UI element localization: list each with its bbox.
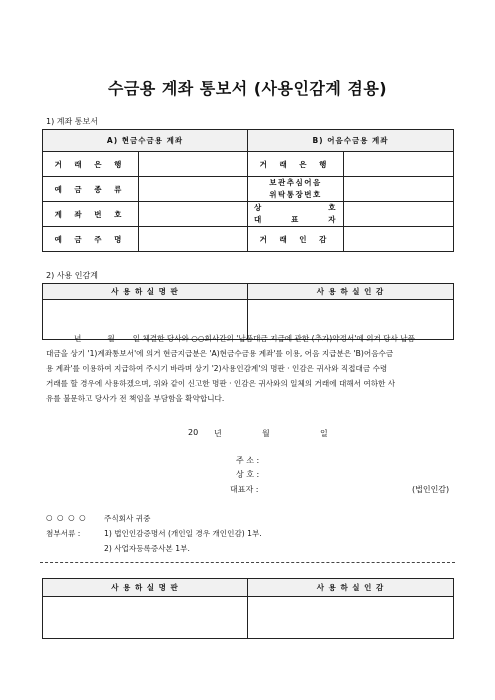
bill-company-rep-value[interactable] (344, 202, 454, 227)
rep-char-1: 대 (254, 215, 263, 224)
date-month: 월 (262, 429, 270, 438)
bill-bank-label: 거 래 은 행 (248, 152, 344, 177)
para-month: 월 (107, 334, 115, 343)
attachment-item-1: 1) 법인인감증명서 (개인일 경우 개인인감) 1부. (104, 529, 262, 538)
cash-bank-value[interactable] (139, 152, 248, 177)
date-year: 년 (214, 429, 222, 438)
representative-label: 대표자 : (230, 485, 259, 494)
attachment-item-2: 2) 사업자등록증사본 1부. (104, 544, 190, 553)
cut-line (40, 562, 455, 563)
company-char-1: 상 (254, 203, 263, 212)
declaration-paragraph (46, 331, 454, 406)
para-line4: 거래를 할 경우에 사용하겠으며, 위와 같이 신고한 명판 · 인감은 귀사와의 일체의 거래에 대해서 여하한 사 (46, 379, 396, 388)
attachments-label: 첨부서류 : (46, 529, 81, 538)
bottom-nameplate-box[interactable] (43, 597, 248, 639)
recipient-marks: ○ ○ ○ ○ (46, 513, 87, 522)
bill-bank-value[interactable] (344, 152, 454, 177)
cash-holder-value[interactable] (139, 227, 248, 252)
cash-account-header: A) 현금수금용 계좌 (43, 130, 248, 152)
para-year: 년 (74, 334, 82, 343)
corporate-seal-note: (법인인감) (412, 485, 450, 494)
cash-deposit-type-label: 예 금 종 류 (43, 177, 139, 202)
page-title: 수금용 계좌 통보서 (사용인감계 겸용) (107, 79, 388, 98)
para-line2: 대금을 상기 '1)계좌통보서'에 의거 현금지급분은 'A)현금수금용 계좌'를 이용, 어음 지급분은 'B)어음수금 (46, 349, 394, 358)
seal-header: 사 용 하 실 인 감 (248, 284, 454, 300)
bill-custody-label (248, 177, 344, 202)
bill-account-header: B) 어음수금용 계좌 (248, 130, 454, 152)
cash-account-number-label: 계 좌 번 호 (43, 202, 139, 227)
bottom-seal-table (42, 578, 454, 639)
nameplate-header: 사 용 하 실 명 판 (43, 284, 248, 300)
date-year-prefix: 20 (188, 428, 199, 437)
account-table (42, 129, 454, 252)
bill-company-rep-label (248, 202, 344, 227)
section2-label: 2) 사용 인감계 (46, 271, 98, 280)
cash-bank-label: 거 래 은 행 (43, 152, 139, 177)
section1-label: 1) 계좌 통보서 (46, 117, 98, 126)
bottom-nameplate-header: 사 용 하 실 명 판 (43, 579, 248, 597)
rep-char-2: 표 (291, 215, 300, 224)
company-char-2: 호 (328, 203, 338, 212)
address-label: 주 소 : (236, 456, 260, 465)
para-line1: 일 체결한 당사와 ○○회사간의 '납품대금 지급에 관한 (추가)약정서'에 의거 당사 납품 (132, 334, 415, 343)
rep-char-3: 자 (328, 215, 338, 224)
cash-holder-label: 예 금 주 명 (43, 227, 139, 252)
cash-account-number-value[interactable] (139, 202, 248, 227)
bill-custody-line1: 보관추심어음 (269, 178, 322, 187)
bill-custody-line2: 위탁통장번호 (269, 190, 322, 199)
date-day: 일 (320, 429, 328, 438)
cash-deposit-type-value[interactable] (139, 177, 248, 202)
bill-custody-value[interactable] (344, 177, 454, 202)
company-label: 상 호 : (236, 470, 260, 479)
bill-seal-value[interactable] (344, 227, 454, 252)
recipient-text: 주식회사 귀중 (104, 514, 151, 523)
para-line5: 유를 불문하고 당사가 전 책임을 부담함을 확약합니다. (46, 394, 225, 403)
bill-seal-label: 거 래 인 감 (248, 227, 344, 252)
para-line3: 용 계좌'를 이용하여 지급하여 주시기 바라며 상기 '2)사용인감계'의 명판 · 인감은 귀사와 직접대금 수령 (46, 364, 388, 373)
bottom-seal-header: 사 용 하 실 인 감 (248, 579, 454, 597)
bottom-seal-box[interactable] (248, 597, 454, 639)
